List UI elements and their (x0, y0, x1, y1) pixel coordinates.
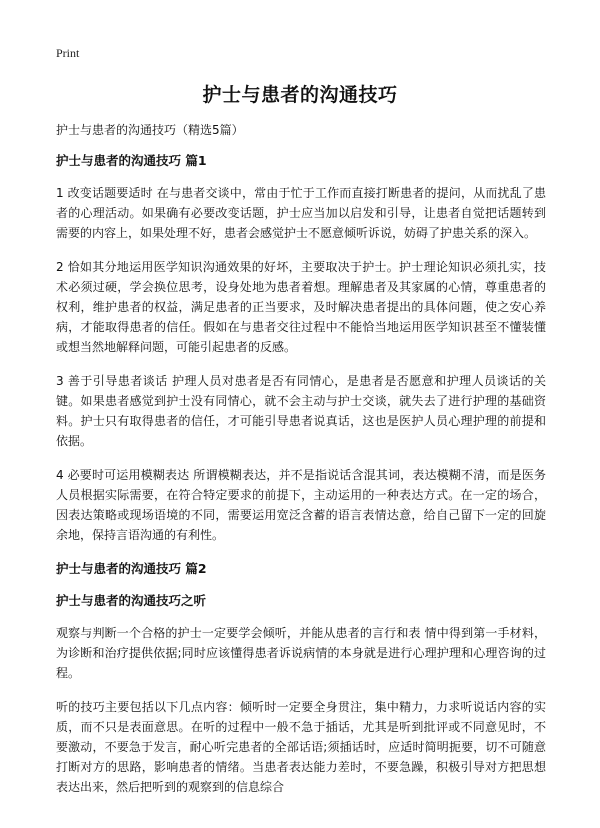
section-heading-1: 护士与患者的沟通技巧 篇1 (56, 153, 207, 168)
paragraph: 听的技巧主要包括以下几点内容：倾听时一定要全身贯注，集中精力，力求听说话内容的实质，而不只是表面意思。在听的过程中一般不急于插话，尤其是听到批评或不同意见时，不要激动，不要急于发言，耐心听完患者的全部话语;须插话时，应适时简明扼要，切不可随意打断对方的思路，影响患者的情绪。当患者表达能力差时，不要急躁，积极引导对方把思想表达出来，然后把听到的观察到的信息综合 (56, 700, 546, 794)
print-label[interactable]: Print (56, 46, 80, 60)
paragraph: 3 善于引导患者谈话 护理人员对患者是否有同情心，是患者是否愿意和护理人员谈话的关键。如果患者感觉到护士没有同情心，就不会主动与护士交谈，就失去了进行护理的基础资料。护士只有取得患者的信任，才可能引导患者说真话，这也是医护人员心理护理的前提和依据。 (56, 374, 546, 448)
paragraph: 1 改变话题要适时 在与患者交谈中，常由于忙于工作而直接打断患者的提问，从而扰乱了患者的心理活动。如果确有必要改变话题，护士应当加以启发和引导，让患者自觉把话题转到需要的内容上，如果处理不好，患者会感觉护士不愿意倾听诉说，妨碍了护患关系的深入。 (56, 186, 546, 240)
document-title: 护士与患者的沟通技巧 (202, 84, 398, 106)
document-subtitle: 护士与患者的沟通技巧（精选5篇） (56, 123, 244, 137)
paragraph: 4 必要时可运用模糊表达 所谓模糊表达，并不是指说话含混其词，表达模糊不清，而是医务人员根据实际需要，在符合特定要求的前提下，主动运用的一种表达方式。在一定的场合，因表达策略或现场语境的不同，需要运用宽泛含蓄的语言表情达意，给自己留下一定的回旋余地，保持言语沟通的有利性。 (56, 468, 546, 542)
section-heading-2: 护士与患者的沟通技巧 篇2 (56, 561, 207, 576)
paragraph: 观察与判断一个合格的护士一定要学会倾听，并能从患者的言行和表 情中得到第一手材料，为诊断和治疗提供依据;同时应该懂得患者诉说病情的本身就是进行心理护理和心理咨询的过程。 (56, 626, 546, 680)
document-body (56, 120, 546, 811)
section-subheading: 护士与患者的沟通技巧之听 (56, 593, 207, 608)
paragraph: 2 恰如其分地运用医学知识沟通效果的好坏，主要取决于护士。护士理论知识必须扎实，技术必须过硬，学会换位思考，设身处地为患者着想。理解患者及其家属的心情，尊重患者的权利，维护患者的权益，满足患者的正当要求，及时解决患者提出的具体问题，使之安心养病，才能取得患者的信任。假如在与患者交往过程中不能恰当地运用医学知识甚至不懂装懂或想当然地解释问题，可能引起患者的反感。 (56, 260, 546, 354)
